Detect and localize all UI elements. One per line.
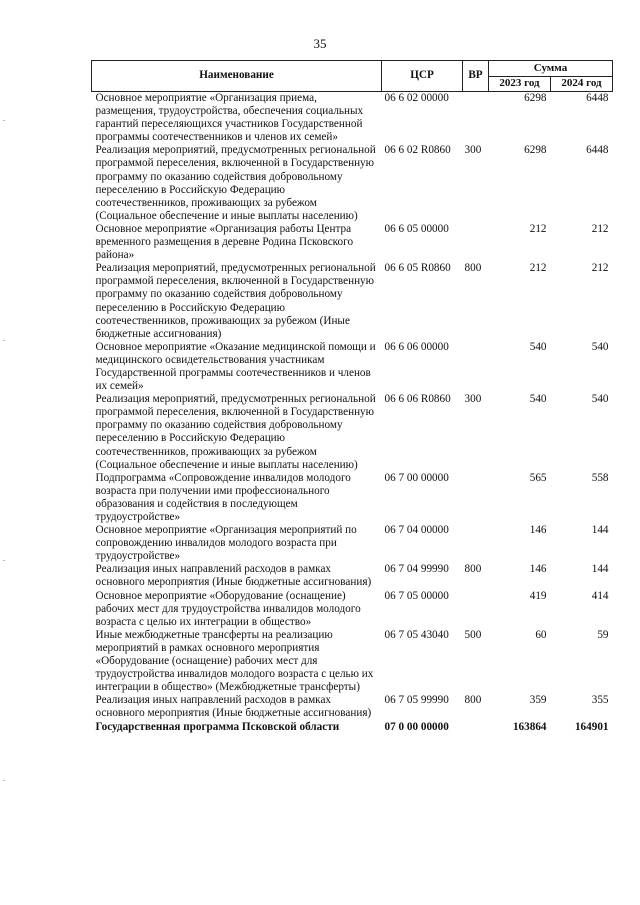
row-csr: 06 7 04 99990 xyxy=(384,563,449,576)
table-row xyxy=(92,144,613,223)
row-amount-2023: 540 xyxy=(529,393,547,406)
row-csr: 06 6 06 R0860 xyxy=(384,393,451,406)
table-row xyxy=(92,92,613,145)
row-amount-2023: 6298 xyxy=(524,92,547,104)
row-amount-2023: 565 xyxy=(529,471,547,484)
row-csr: 06 6 06 00000 xyxy=(384,340,449,353)
row-csr: 06 6 02 R0860 xyxy=(384,144,451,157)
row-name: Подпрограмма «Сопровождение инвалидов молодого возраста при получении ими профессионального образования и содействия в последующем трудоустройстве» xyxy=(95,471,351,523)
row-amount-2023: 212 xyxy=(529,222,547,235)
row-csr: 06 7 04 00000 xyxy=(384,524,449,537)
row-csr: 06 7 05 99990 xyxy=(384,694,449,707)
table-row xyxy=(92,563,613,589)
table-row xyxy=(92,590,613,629)
row-amount-2024: 59 xyxy=(597,628,609,641)
table-body xyxy=(92,92,613,734)
row-csr: 07 0 00 00000 xyxy=(384,720,449,733)
header-name: Наименование xyxy=(92,61,382,92)
row-amount-2024: 144 xyxy=(591,563,609,576)
page-number: 35 xyxy=(313,36,327,51)
row-amount-2024: 540 xyxy=(591,340,609,353)
row-name: Основное мероприятие «Оказание медицинской помощи и медицинского освидетельствования участникам Государственной программы соотечественников и членов их семей» xyxy=(95,340,376,393)
row-amount-2023: 540 xyxy=(529,340,547,353)
table-row xyxy=(92,629,613,694)
header-vr: ВР xyxy=(463,61,489,92)
row-amount-2023: 60 xyxy=(535,628,547,641)
row-amount-2024: 144 xyxy=(591,524,609,537)
row-name: Основное мероприятие «Организация приема, размещения, трудоустройства, обеспечения социальных гарантий переселяющихся участников Государственной программы соотечественников и членов их семей» xyxy=(95,92,364,144)
table-row xyxy=(92,393,613,472)
table-row xyxy=(92,223,613,262)
row-csr: 06 7 00 00000 xyxy=(384,471,449,484)
row-name: Иные межбюджетные трансферты на реализацию мероприятий в рамках основного мероприятия «Оборудование (оснащение) рабочих мест для трудоустройства инвалидов молодого возраста с целью их интеграции в общество» (Межбюджетные трансферты) xyxy=(95,628,374,694)
table-row xyxy=(92,524,613,563)
row-name: Реализация мероприятий, предусмотренных региональной программой переселения, включенной в Государственную программу по оказанию содействия добровольному переселению в Российскую Федерацию соотечественников, проживающих за рубежом (Иные бюджетные ассигнования) xyxy=(95,262,376,340)
row-name: Государственная программа Псковской области xyxy=(95,720,340,733)
row-amount-2023: 212 xyxy=(529,262,547,275)
row-vr xyxy=(463,590,489,629)
row-amount-2023: 419 xyxy=(529,589,547,602)
header-csr: ЦСР xyxy=(382,61,463,92)
row-amount-2024: 164901 xyxy=(574,720,609,733)
scan-mark xyxy=(3,340,5,341)
row-amount-2023: 163864 xyxy=(512,720,547,733)
row-vr: 800 xyxy=(464,563,482,576)
scan-mark xyxy=(3,120,5,121)
scan-mark xyxy=(3,780,5,781)
row-vr: 500 xyxy=(464,628,482,641)
row-amount-2023: 146 xyxy=(529,524,547,537)
row-vr: 300 xyxy=(464,144,482,157)
row-amount-2024: 558 xyxy=(591,471,609,484)
row-csr: 06 7 05 00000 xyxy=(384,589,449,602)
budget-table xyxy=(91,60,613,734)
row-amount-2024: 6448 xyxy=(586,92,609,104)
row-amount-2023: 146 xyxy=(529,563,547,576)
row-vr xyxy=(463,472,489,524)
row-name: Реализация мероприятий, предусмотренных региональной программой переселения, включенной в Государственную программу по оказанию содействия добровольному переселению в Российскую Федерацию соотечественников, проживающих за рубежом (Социальное обеспечение и иные выплаты населению) xyxy=(95,144,376,222)
scan-mark xyxy=(3,560,5,561)
row-amount-2024: 540 xyxy=(591,393,609,406)
row-amount-2023: 359 xyxy=(529,694,547,707)
table-header xyxy=(92,61,613,92)
row-name: Основное мероприятие «Оборудование (оснащение) рабочих мест для трудоустройства инвалидов молодого возраста с целью их интеграции в общество» xyxy=(95,589,361,628)
row-name: Реализация иных направлений расходов в рамках основного мероприятия (Иные бюджетные ассигнования) xyxy=(95,563,372,589)
table-row xyxy=(92,341,613,393)
row-name: Основное мероприятие «Организация мероприятий по сопровождению инвалидов молодого возраста при трудоустройстве» xyxy=(95,524,357,563)
row-amount-2024: 6448 xyxy=(586,144,609,157)
row-vr xyxy=(463,92,489,145)
row-vr xyxy=(463,223,489,262)
row-name: Основное мероприятие «Организация работы Центра временного размещения в деревне Родина Псковского района» xyxy=(95,222,354,262)
table-total-row xyxy=(92,721,613,734)
row-amount-2024: 212 xyxy=(591,222,609,235)
row-vr: 300 xyxy=(464,393,482,406)
row-name: Реализация мероприятий, предусмотренных региональной программой переселения, включенной в Государственную программу по оказанию содействия добровольному переселению в Российскую Федерацию соотечественников, проживающих за рубежом (Социальное обеспечение и иные выплаты населению) xyxy=(95,393,376,471)
table-row xyxy=(92,472,613,524)
header-year-2024: 2024 год xyxy=(551,76,613,92)
row-vr xyxy=(463,524,489,563)
header-year-2023: 2023 год xyxy=(489,76,551,92)
row-amount-2023: 6298 xyxy=(524,144,547,157)
row-vr xyxy=(463,341,489,393)
row-amount-2024: 355 xyxy=(591,694,609,707)
row-csr: 06 6 05 R0860 xyxy=(384,262,451,275)
table-row xyxy=(92,694,613,720)
row-vr xyxy=(463,721,489,734)
header-sum: Сумма xyxy=(489,61,613,77)
row-amount-2024: 414 xyxy=(591,589,609,602)
table-row xyxy=(92,262,613,341)
row-name: Реализация иных направлений расходов в рамках основного мероприятия (Иные бюджетные ассигнования) xyxy=(95,694,372,720)
row-amount-2024: 212 xyxy=(591,262,609,275)
row-vr: 800 xyxy=(464,694,482,707)
row-vr: 800 xyxy=(464,262,482,275)
row-csr: 06 6 02 00000 xyxy=(384,92,449,104)
row-csr: 06 6 05 00000 xyxy=(384,222,449,235)
row-csr: 06 7 05 43040 xyxy=(384,628,449,641)
